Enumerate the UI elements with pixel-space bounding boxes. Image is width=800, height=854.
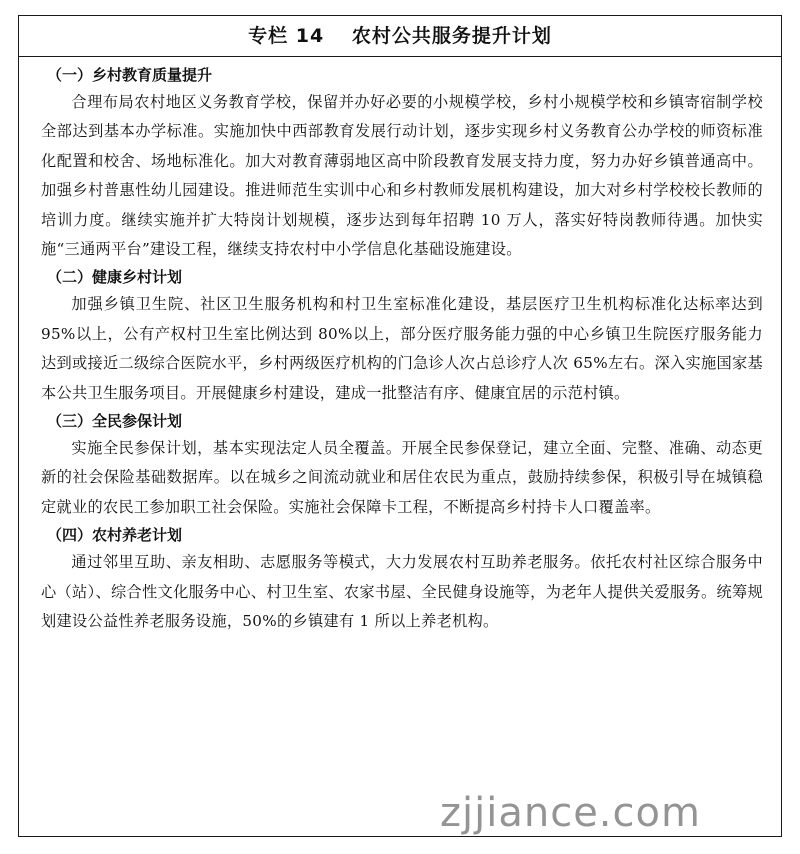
section-heading: （一）乡村教育质量提升 [47, 66, 213, 84]
section-body: 加强乡镇卫生院、社区卫生服务机构和村卫生室标准化建设，基层医疗卫生机构标准化达标率达到 95%以上，公有产权村卫生室比例达到 80%以上，部分医疗服务能力强的中心乡镇卫生院医疗服务能力达到或接近二级综合医院水平，乡村两级医疗机构的门急诊人次占总诊疗人次 65%左右。深入实施国家基本公共卫生服务项目。开展健康乡村建设，建成一批整洁有序、健康宜居的示范村镇。 [41, 295, 763, 402]
section-health [41, 265, 763, 408]
box-number: 专栏 14 [248, 25, 325, 47]
section-heading: （二）健康乡村计划 [47, 268, 183, 287]
watermark: zjjiance.com [440, 790, 701, 836]
section-heading: （四）农村养老计划 [47, 526, 183, 545]
section-body: 实施全民参保计划，基本实现法定人员全覆盖。开展全民参保登记，建立全面、完整、准确、动态更新的社会保险基础数据库。以在城乡之间流动就业和居住农民为重点，鼓励持续参保，积极引导在城镇稳定就业的农民工参加职工社会保险。实施社会保障卡工程，不断提高乡村持卡人口覆盖率。 [41, 439, 763, 516]
section-elderly-care [41, 523, 763, 636]
box-content [19, 57, 781, 637]
section-insurance [41, 409, 763, 522]
box-title-text: 农村公共服务提升计划 [351, 25, 552, 47]
section-body: 通过邻里互助、亲友相助、志愿服务等模式，大力发展农村互助养老服务。依托农村社区综合服务中心（站）、综合性文化服务中心、村卫生室、农家书屋、全民健身设施等，为老年人提供关爱服务。统筹规划建设公益性养老服务设施，50%的乡镇建有 1 所以上养老机构。 [41, 553, 763, 631]
section-heading: （三）全民参保计划 [47, 412, 183, 431]
feature-box [18, 15, 782, 837]
section-body: 合理布局农村地区义务教育学校，保留并办好必要的小规模学校，乡村小规模学校和乡镇寄宿制学校全部达到基本办学标准。实施加快中西部教育发展行动计划，逐步实现乡村义务教育公办学校的师资标准化配置和校舍、场地标准化。加大对教育薄弱地区高中阶段教育发展支持力度，努力办好乡镇普通高中。加强乡村普惠性幼儿园建设。推进师范生实训中心和乡村教师发展机构建设，加大对乡村学校校长教师的培训力度。继续实施并扩大特岗计划规模，逐步达到每年招聘 10 万人，落实好特岗教师待遇。加快实施“三通两平台”建设工程，继续支持农村中小学信息化基础设施建设。 [41, 93, 763, 259]
box-title [19, 16, 781, 57]
section-education [41, 63, 763, 264]
